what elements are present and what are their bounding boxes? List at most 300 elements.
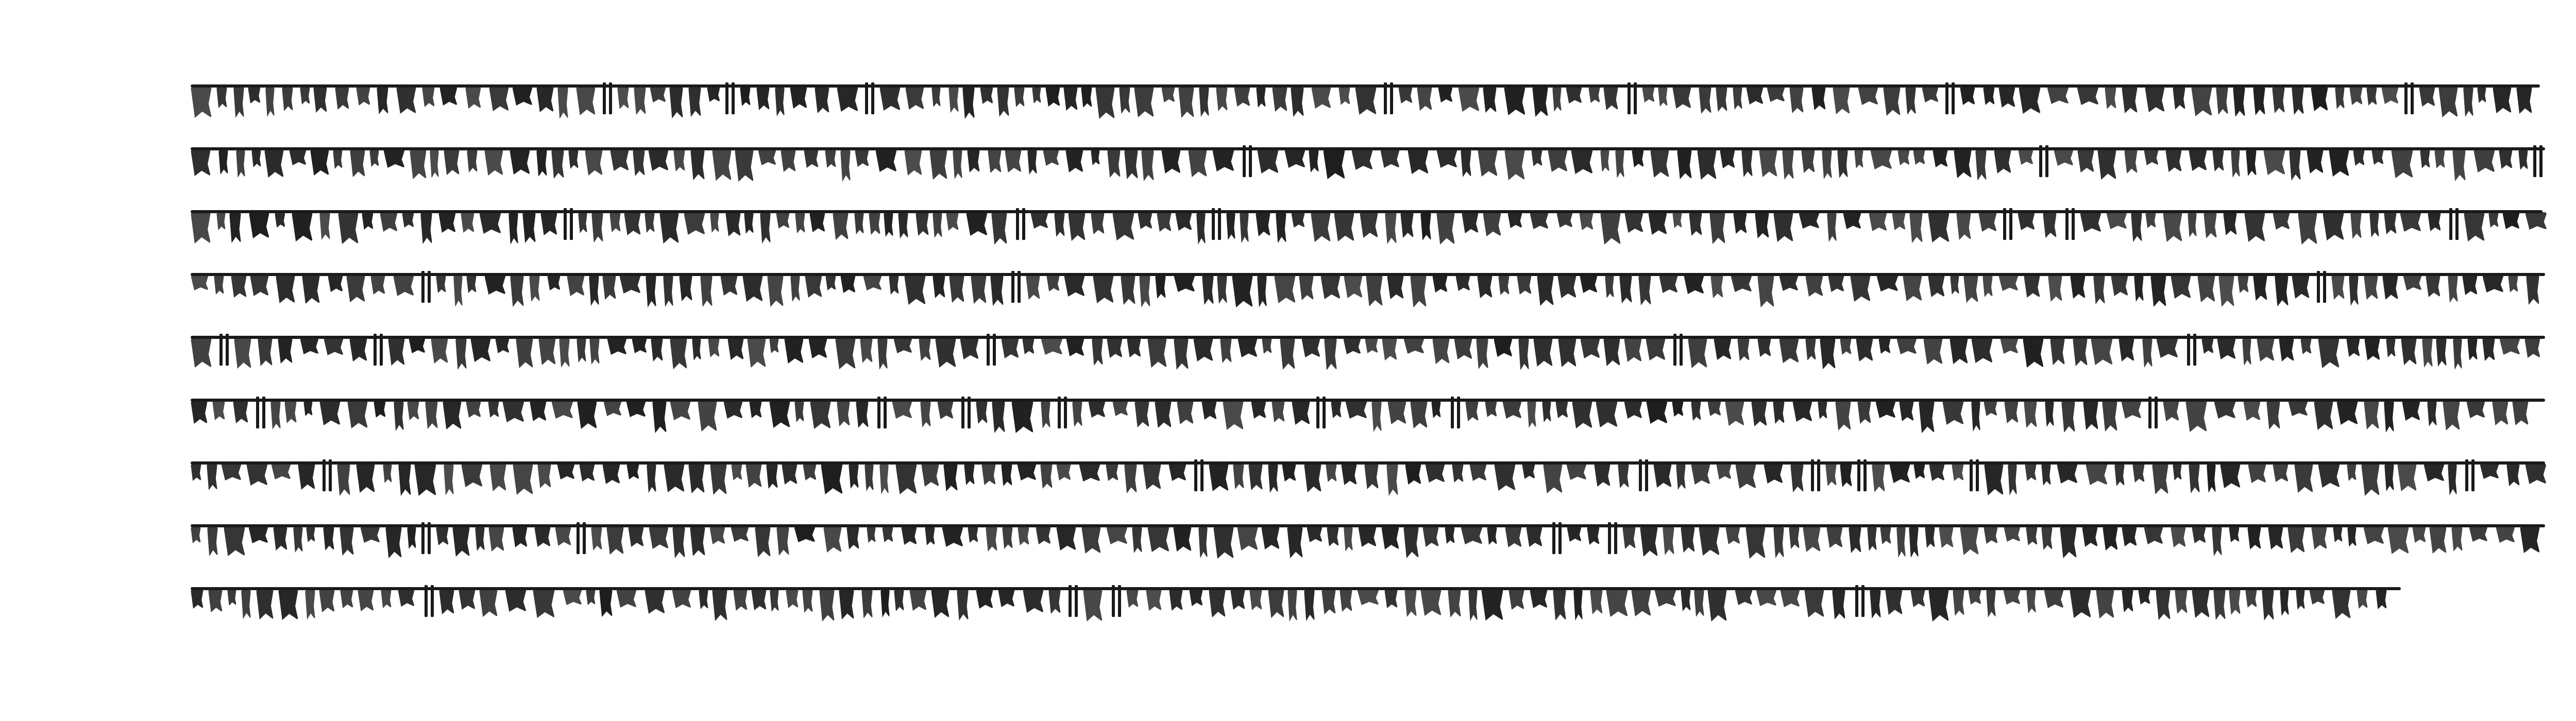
- shad-mark: [1976, 459, 1979, 491]
- syllable-glyph: [1672, 212, 1682, 228]
- syllable-glyph: [2294, 464, 2313, 493]
- syllable-glyph: [2451, 526, 2463, 552]
- syllable-glyph: [305, 589, 315, 620]
- syllable-glyph: [278, 338, 293, 364]
- syllable-glyph: [2214, 401, 2236, 419]
- syllable-glyph: [708, 338, 720, 357]
- syllable-glyph: [2018, 149, 2033, 165]
- syllable-glyph: [1600, 149, 1609, 172]
- syllable-glyph: [770, 589, 779, 612]
- syllable-glyph: [396, 87, 416, 114]
- syllable-glyph: [692, 338, 701, 360]
- syllable-glyph: [2050, 338, 2065, 365]
- syllable-glyph: [1268, 464, 1278, 493]
- syllable-glyph: [1323, 149, 1345, 179]
- syllable-glyph: [2296, 589, 2305, 610]
- syllable-glyph: [664, 464, 685, 492]
- syllable-glyph: [1030, 212, 1048, 229]
- syllable-glyph: [616, 589, 637, 608]
- syllable-glyph: [879, 464, 889, 494]
- shad-mark: [1058, 397, 1061, 428]
- syllable-glyph: [420, 212, 432, 244]
- syllable-glyph: [537, 464, 551, 488]
- syllable-glyph: [1833, 87, 1850, 114]
- syllable-glyph: [1919, 401, 1935, 433]
- syllable-glyph: [1272, 401, 1285, 422]
- syllable-glyph: [2077, 149, 2094, 173]
- syllable-glyph: [1606, 589, 1628, 617]
- syllable-glyph: [645, 212, 655, 233]
- syllable-glyph: [356, 464, 375, 493]
- syllable-glyph: [1828, 275, 1844, 292]
- syllable-glyph: [1213, 526, 1234, 559]
- syllable-glyph: [2041, 526, 2053, 550]
- syllable-glyph: [319, 212, 330, 240]
- syllable-glyph: [1950, 275, 1959, 295]
- syllable-glyph: [1465, 401, 1479, 421]
- syllable-glyph: [2189, 464, 2200, 493]
- syllable-glyph: [425, 401, 438, 429]
- syllable-glyph: [236, 149, 245, 178]
- syllable-glyph: [2426, 275, 2441, 297]
- syllable-glyph: [755, 526, 771, 557]
- shad-mark: [1064, 397, 1067, 428]
- syllable-glyph: [1960, 87, 1975, 105]
- syllable-glyph: [1199, 87, 1209, 117]
- syllable-glyph: [1091, 212, 1105, 234]
- syllable-glyph: [2499, 338, 2520, 355]
- syllable-glyph: [1112, 212, 1134, 241]
- syllable-glyph: [760, 212, 771, 244]
- syllable-glyph: [607, 338, 627, 355]
- shad-mark: [732, 82, 735, 114]
- syllable-glyph: [821, 464, 843, 494]
- syllable-glyph: [2387, 526, 2409, 554]
- syllable-glyph: [1234, 87, 1250, 107]
- syllable-glyph: [1405, 464, 1421, 485]
- syllable-glyph: [2496, 526, 2515, 543]
- syllable-glyph: [782, 464, 798, 485]
- syllable-glyph: [1872, 464, 1885, 492]
- syllable-glyph: [1587, 526, 1600, 545]
- syllable-glyph: [585, 149, 603, 176]
- syllable-glyph: [2091, 338, 2113, 365]
- syllable-glyph: [646, 275, 656, 307]
- syllable-glyph: [1445, 526, 1455, 544]
- syllable-glyph: [2403, 275, 2422, 290]
- syllable-glyph: [2145, 212, 2156, 228]
- syllable-glyph: [512, 526, 528, 547]
- syllable-glyph: [1344, 275, 1363, 298]
- syllable-glyph: [1650, 149, 1669, 178]
- syllable-glyph: [698, 401, 717, 432]
- syllable-glyph: [602, 275, 616, 300]
- syllable-glyph: [2314, 401, 2333, 430]
- syllable-glyph: [1092, 338, 1103, 366]
- syllable-glyph: [214, 275, 224, 295]
- syllable-glyph: [1818, 401, 1827, 419]
- syllable-glyph: [1282, 464, 1296, 482]
- syllable-glyph: [2526, 275, 2539, 305]
- syllable-glyph: [1498, 275, 1510, 295]
- syllable-glyph: [298, 464, 315, 490]
- syllable-glyph: [270, 401, 281, 430]
- syllable-glyph: [1240, 212, 1249, 243]
- syllable-glyph: [1532, 87, 1548, 117]
- syllable-glyph: [1417, 87, 1432, 111]
- syllable-glyph: [1022, 338, 1035, 354]
- syllable-glyph: [976, 401, 988, 424]
- syllable-glyph: [1640, 526, 1658, 557]
- syllable-glyph: [1622, 526, 1636, 549]
- syllable-glyph: [1147, 338, 1167, 368]
- syllable-glyph: [1928, 275, 1945, 297]
- syllable-glyph: [250, 275, 269, 296]
- syllable-glyph: [1896, 338, 1917, 354]
- syllable-glyph: [1220, 338, 1232, 363]
- shad-mark: [577, 522, 580, 554]
- syllable-glyph: [2142, 338, 2153, 368]
- syllable-glyph: [2364, 338, 2380, 360]
- syllable-glyph: [1672, 401, 1684, 417]
- syllable-glyph: [2191, 87, 2212, 116]
- syllable-glyph: [786, 589, 799, 608]
- syllable-glyph: [2307, 149, 2324, 174]
- syllable-glyph: [1822, 149, 1832, 179]
- syllable-glyph: [2245, 589, 2257, 608]
- syllable-glyph: [1045, 87, 1060, 107]
- syllable-glyph: [986, 526, 997, 552]
- syllable-glyph: [2122, 526, 2137, 546]
- shad-mark: [1194, 459, 1197, 491]
- syllable-glyph: [626, 464, 639, 479]
- syllable-glyph: [980, 87, 993, 104]
- syllable-glyph: [933, 212, 942, 238]
- syllable-glyph: [1552, 87, 1562, 112]
- syllable-glyph: [712, 149, 732, 181]
- syllable-glyph: [825, 275, 836, 290]
- syllable-glyph: [2331, 275, 2345, 300]
- syllable-glyph: [1835, 401, 1851, 431]
- syllable-glyph: [626, 401, 646, 417]
- syllable-glyph: [461, 212, 474, 233]
- syllable-glyph: [249, 212, 269, 238]
- syllable-glyph: [2318, 338, 2340, 368]
- syllable-glyph: [837, 87, 858, 112]
- syllable-glyph: [1573, 589, 1583, 621]
- syllable-glyph: [577, 338, 586, 363]
- syllable-glyph: [2364, 275, 2378, 300]
- syllable-glyph: [356, 87, 370, 106]
- syllable-glyph: [2083, 401, 2098, 430]
- syllable-glyph: [931, 87, 941, 107]
- syllable-glyph: [2253, 275, 2267, 301]
- shad-mark: [871, 82, 874, 114]
- syllable-glyph: [2144, 526, 2163, 544]
- syllable-glyph: [1691, 464, 1710, 485]
- syllable-glyph: [2391, 149, 2413, 178]
- syllable-glyph: [1036, 526, 1051, 544]
- shad-mark: [226, 334, 229, 366]
- syllable-glyph: [1755, 212, 1769, 238]
- syllable-glyph: [962, 87, 975, 119]
- syllable-glyph: [652, 401, 667, 433]
- syllable-glyph: [935, 338, 956, 368]
- syllable-glyph: [2272, 87, 2285, 113]
- syllable-glyph: [2508, 275, 2518, 293]
- syllable-glyph: [1284, 149, 1306, 168]
- syllable-glyph: [1320, 275, 1341, 299]
- syllable-glyph: [306, 526, 315, 542]
- syllable-glyph: [540, 212, 557, 235]
- syllable-glyph: [815, 87, 829, 113]
- syllable-glyph: [2229, 589, 2241, 615]
- syllable-glyph: [510, 149, 530, 175]
- syllable-glyph: [1462, 212, 1479, 233]
- syllable-glyph: [2026, 589, 2036, 613]
- syllable-glyph: [2298, 212, 2317, 245]
- syllable-glyph: [1677, 149, 1692, 179]
- syllable-glyph: [849, 464, 859, 489]
- syllable-glyph: [1857, 401, 1871, 424]
- shad-mark: [329, 459, 332, 491]
- text-line-6: [191, 391, 2545, 433]
- syllable-glyph: [398, 464, 411, 496]
- syllable-glyph: [2428, 212, 2441, 231]
- syllable-glyph: [1256, 212, 1270, 236]
- syllable-glyph: [465, 87, 481, 109]
- syllable-glyph: [1001, 464, 1012, 486]
- syllable-glyph: [323, 526, 334, 551]
- syllable-glyph: [966, 212, 988, 236]
- shad-mark: [2465, 459, 2468, 491]
- text-line-9: [191, 580, 2545, 621]
- syllable-glyph: [1095, 87, 1115, 119]
- syllable-glyph: [1870, 589, 1881, 619]
- syllable-glyph: [576, 87, 596, 115]
- shad-mark: [1243, 145, 1246, 177]
- syllable-glyph: [1169, 589, 1183, 611]
- syllable-glyph: [1709, 212, 1725, 244]
- syllable-glyph: [2482, 275, 2504, 293]
- syllable-glyph: [2502, 212, 2520, 229]
- syllable-glyph: [2229, 526, 2240, 542]
- shad-mark: [421, 522, 425, 554]
- shad-mark: [877, 397, 880, 428]
- syllable-glyph: [725, 212, 741, 236]
- syllable-glyph: [2045, 401, 2054, 427]
- syllable-glyph: [1805, 338, 1816, 360]
- syllable-glyph: [672, 589, 691, 608]
- syllable-glyph: [619, 275, 641, 294]
- syllable-glyph: [2156, 589, 2171, 620]
- syllable-glyph: [1648, 212, 1667, 235]
- syllable-glyph: [1618, 464, 1629, 488]
- syllable-glyph: [1304, 589, 1315, 621]
- syllable-glyph: [957, 589, 969, 621]
- syllable-glyph: [1196, 212, 1206, 245]
- syllable-glyph: [1691, 401, 1701, 421]
- syllable-glyph: [1543, 464, 1563, 493]
- text-line-2: [191, 140, 2545, 181]
- syllable-glyph: [1334, 212, 1354, 242]
- syllable-glyph: [2145, 87, 2165, 112]
- syllable-glyph: [1735, 589, 1753, 605]
- syllable-glyph: [2279, 338, 2294, 362]
- shad-mark: [1011, 271, 1014, 303]
- syllable-glyph: [467, 149, 478, 173]
- syllable-glyph: [2466, 401, 2485, 418]
- syllable-glyph: [1603, 87, 1618, 110]
- syllable-glyph: [2347, 464, 2357, 481]
- syllable-glyph: [960, 338, 979, 359]
- syllable-glyph: [2018, 212, 2035, 230]
- syllable-glyph: [1380, 149, 1400, 168]
- syllable-glyph: [407, 401, 419, 420]
- syllable-glyph: [1083, 589, 1103, 622]
- syllable-glyph: [904, 149, 922, 176]
- syllable-glyph: [2173, 87, 2185, 110]
- syllable-glyph: [1684, 275, 1704, 294]
- syllable-glyph: [1026, 275, 1040, 300]
- syllable-glyph: [1216, 87, 1228, 111]
- syllable-glyph: [1688, 338, 1707, 368]
- syllable-glyph: [1779, 338, 1799, 363]
- syllable-glyph: [1789, 526, 1800, 549]
- syllable-glyph: [690, 149, 705, 180]
- syllable-glyph: [700, 275, 713, 307]
- syllable-glyph: [2448, 464, 2457, 495]
- syllable-glyph: [579, 464, 595, 482]
- syllable-glyph: [1805, 275, 1823, 297]
- syllable-glyph: [2061, 401, 2075, 433]
- syllable-glyph: [2482, 338, 2495, 361]
- syllable-glyph: [1410, 275, 1427, 307]
- syllable-glyph: [2197, 275, 2215, 302]
- syllable-glyph: [981, 464, 996, 485]
- shad-mark: [2539, 145, 2543, 177]
- syllable-glyph: [1799, 212, 1820, 229]
- syllable-glyph: [444, 149, 460, 175]
- syllable-glyph: [1238, 338, 1258, 357]
- syllable-glyph: [1803, 526, 1821, 552]
- syllable-glyph: [967, 149, 980, 173]
- syllable-glyph: [385, 526, 402, 558]
- syllable-glyph: [1596, 401, 1618, 427]
- syllable-glyph: [271, 464, 291, 479]
- syllable-glyph: [2349, 87, 2363, 105]
- syllable-glyph: [2422, 338, 2433, 368]
- syllable-glyph: [2443, 401, 2460, 431]
- shad-mark: [1069, 585, 1072, 617]
- syllable-glyph: [2048, 275, 2062, 302]
- syllable-glyph: [207, 464, 217, 490]
- syllable-glyph: [1343, 338, 1361, 354]
- syllable-glyph: [2041, 464, 2051, 486]
- syllable-glyph: [2357, 589, 2368, 609]
- syllable-glyph: [340, 589, 353, 608]
- syllable-glyph: [1811, 87, 1826, 110]
- syllable-glyph: [248, 526, 268, 543]
- syllable-glyph: [207, 526, 218, 556]
- syllable-glyph: [191, 149, 211, 176]
- syllable-glyph: [300, 87, 310, 105]
- syllable-glyph: [835, 338, 856, 369]
- syllable-glyph: [1733, 212, 1747, 234]
- syllable-glyph: [2347, 526, 2357, 547]
- syllable-glyph: [191, 275, 209, 290]
- syllable-glyph: [1572, 401, 1592, 428]
- syllable-glyph: [2364, 401, 2379, 430]
- syllable-glyph: [1594, 464, 1611, 487]
- syllable-glyph: [2309, 589, 2325, 605]
- syllable-glyph: [1403, 526, 1419, 558]
- syllable-glyph: [1530, 589, 1548, 608]
- syllable-glyph: [1331, 401, 1342, 418]
- syllable-glyph: [1923, 338, 1943, 365]
- syllable-glyph: [727, 338, 744, 360]
- syllable-glyph: [1248, 464, 1263, 490]
- syllable-glyph: [2401, 338, 2417, 365]
- shad-mark: [1645, 459, 1648, 491]
- syllable-glyph: [823, 526, 842, 553]
- syllable-glyph: [557, 464, 575, 479]
- syllable-glyph: [275, 212, 285, 228]
- syllable-glyph: [362, 212, 374, 230]
- syllable-glyph: [879, 87, 901, 111]
- syllable-glyph: [303, 401, 313, 416]
- syllable-glyph: [1202, 275, 1214, 305]
- shad-mark: [1249, 145, 1252, 177]
- syllable-glyph: [1956, 212, 1971, 240]
- syllable-glyph: [191, 212, 211, 244]
- syllable-glyph: [833, 212, 849, 240]
- syllable-glyph: [710, 464, 727, 495]
- syllable-glyph: [1837, 149, 1848, 178]
- syllable-glyph: [2192, 526, 2206, 543]
- syllable-glyph: [1983, 87, 1995, 105]
- syllable-glyph: [1741, 149, 1753, 177]
- shad-mark: [1212, 208, 1215, 240]
- syllable-glyph: [1174, 275, 1195, 292]
- syllable-glyph: [2525, 212, 2547, 230]
- shad-mark: [1451, 397, 1454, 428]
- syllable-glyph: [1694, 589, 1704, 617]
- syllable-glyph: [2288, 401, 2308, 416]
- syllable-glyph: [751, 589, 767, 610]
- syllable-glyph: [1066, 338, 1084, 356]
- syllable-glyph: [1725, 526, 1740, 544]
- shad-mark: [1680, 334, 1683, 366]
- syllable-glyph: [991, 212, 1007, 245]
- syllable-glyph: [1217, 275, 1227, 304]
- syllable-glyph: [905, 87, 924, 110]
- syllable-glyph: [916, 212, 929, 236]
- syllable-glyph: [617, 87, 629, 109]
- shad-mark: [1218, 208, 1221, 240]
- syllable-glyph: [2060, 526, 2077, 558]
- syllable-glyph: [2003, 589, 2021, 605]
- shad-mark: [609, 82, 612, 114]
- syllable-glyph: [444, 464, 454, 495]
- syllable-glyph: [1557, 275, 1577, 298]
- syllable-glyph: [1773, 212, 1793, 242]
- syllable-glyph: [933, 275, 945, 298]
- syllable-glyph: [953, 149, 962, 179]
- syllable-glyph: [2350, 212, 2362, 239]
- syllable-glyph: [1735, 464, 1756, 489]
- syllable-glyph: [1646, 401, 1668, 424]
